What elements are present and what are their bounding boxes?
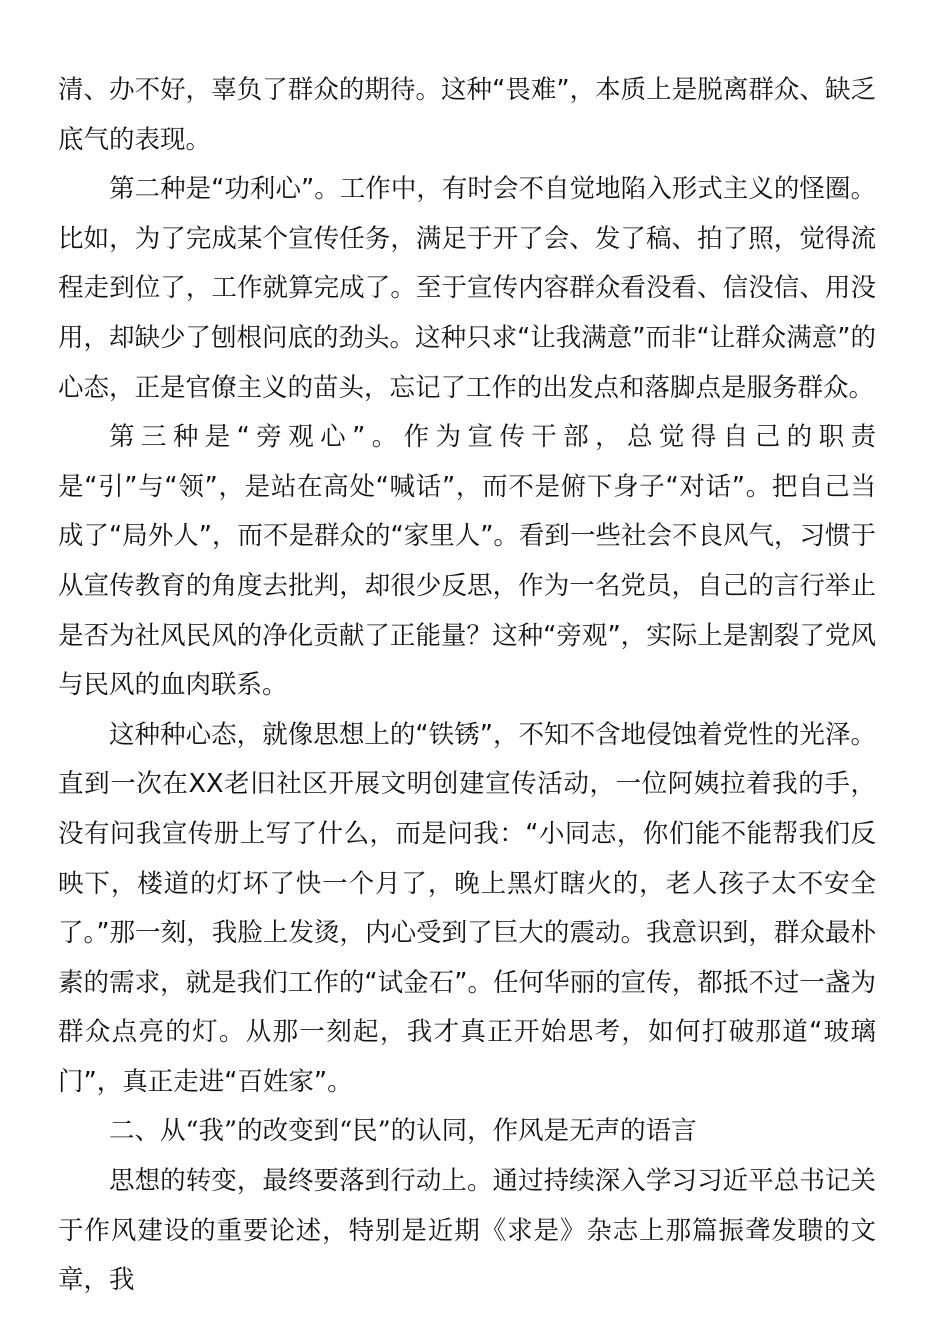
paragraph-action: 思想的转变，最终要落到行动上。通过持续深入学习习近平总书记关于作风建设的重要论述，特别是近期《求是》杂志上那篇振聋发聩的文章，我 [58,1166,876,1296]
paragraph-rust-reflection: 这种种心态，就像思想上的“铁锈”，不知不含地侵蚀着党性的光泽。直到一次在XX老旧社区开展文明创建宣传活动，一位阿姨拉着我的手，没有问我宣传册上写了什么，而是问我：“小同志，你们能不能帮我们反映下，楼道的灯坏了快一个月了，晚上黑灯瞎火的，老人孩子太不安全了。”那一刻，我脸上发烫，内心受到了巨大的震动。我意识到，群众最朴素的需求，就是我们工作的“试金石”。任何华丽的宣传，都抵不过一盏为群众点亮的灯。从那一刻起，我才真正开始思考，如何打破那道“玻璃门”，真正走进“百姓家”。 [58,719,876,1097]
paragraph-bystander-mindset: 第三种是“旁观心”。作为宣传干部，总觉得自己的职责是“引”与“领”，是站在高处“喊话”，而不是俯下身子“对话”。把自己当成了“局外人”，而不是群众的“家里人”。看到一些社会不良风气，习惯于从宣传教育的角度去批判，却很少反思，作为一名党员，自己的言行举止是否为社风民风的净化贡献了正能量？这种“旁观”，实际上是割裂了党风与民风的血肉联系。 [58,422,876,701]
paragraph-utilitarian-mindset: 第二种是“功利心”。工作中，有时会不自觉地陷入形式主义的怪圈。比如，为了完成某个宣传任务，满足于开了会、发了稿、拍了照，觉得流程走到位了，工作就算完成了。至于宣传内容群众看没看、信没信、用没用，却缺少了刨根问底的劲头。这种只求“让我满意”而非“让群众满意”的心态，正是官僚主义的苗头，忘记了工作的出发点和落脚点是服务群众。 [58,174,876,403]
document-page [58,66,876,1306]
section-heading-2: 二、从“我”的改变到“民”的认同，作风是无声的语言 [109,1116,697,1147]
paragraph-continuation: 清、办不好，辜负了群众的期待。这种“畏难”，本质上是脱离群众、缺乏底气的表现。 [58,75,876,155]
